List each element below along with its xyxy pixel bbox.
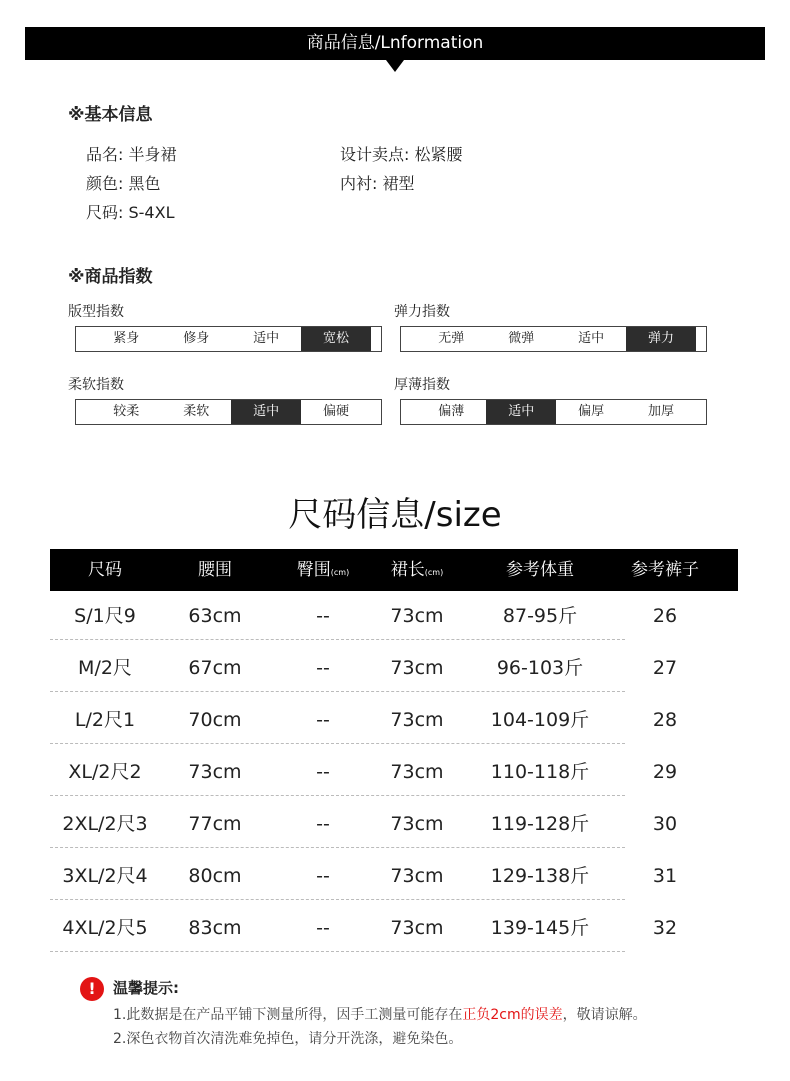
table-cell: 80cm (188, 865, 242, 887)
table-cell: 3XL/2尺4 (62, 865, 148, 887)
table-cell: 87-95斤 (502, 605, 578, 627)
index-box-thickness (400, 399, 707, 425)
row-divider (50, 899, 625, 900)
table-cell: 110-118斤 (490, 761, 590, 783)
table-cell: 30 (652, 813, 678, 835)
table-cell: S/1尺9 (74, 605, 136, 627)
row-divider (50, 847, 625, 848)
table-row (50, 694, 738, 746)
table-cell: XL/2尺2 (68, 761, 142, 783)
index-box-fit (75, 326, 382, 352)
index-option: 紧身 (113, 331, 140, 346)
index-option: 加厚 (648, 404, 675, 419)
col-header-hip: 臀围(cm) (296, 560, 350, 580)
table-cell: -- (316, 917, 330, 939)
col-header-size: 尺码 (88, 560, 122, 580)
table-cell: 73cm (390, 865, 444, 887)
table-row (50, 590, 738, 642)
table-cell: 119-128斤 (490, 813, 590, 835)
table-cell: 73cm (188, 761, 242, 783)
table-cell: 63cm (188, 605, 242, 627)
table-cell: -- (316, 813, 330, 835)
table-cell: 96-103斤 (496, 657, 584, 679)
table-cell: 31 (652, 865, 678, 887)
table-row (50, 746, 738, 798)
table-cell: 73cm (390, 813, 444, 835)
exclamation-icon: ! (80, 977, 104, 1001)
table-cell: 139-145斤 (490, 917, 590, 939)
table-cell: 104-109斤 (490, 709, 590, 731)
table-cell: 73cm (390, 709, 444, 731)
index-option: 弹力 (626, 327, 696, 351)
index-option: 修身 (183, 331, 210, 346)
basic-item-color: 颜色: 黑色 (86, 174, 161, 193)
table-cell: 73cm (390, 605, 444, 627)
row-divider (50, 691, 625, 692)
index-option: 无弹 (438, 331, 465, 346)
index-title-softness: 柔软指数 (68, 377, 124, 393)
notice-title: 温馨提示: (113, 979, 179, 997)
table-row (50, 798, 738, 850)
index-option: 适中 (578, 331, 605, 346)
table-cell: -- (316, 657, 330, 679)
basic-item-name: 品名: 半身裙 (86, 145, 177, 164)
notice-line-1: 1.此数据是在产品平铺下测量所得，因手工测量可能存在正负2cm的误差，敬请谅解。 (113, 1007, 647, 1023)
table-cell: 29 (652, 761, 678, 783)
notice-line-2: 2.深色衣物首次清洗难免掉色，请分开洗涤，避免染色。 (113, 1031, 463, 1047)
table-cell: -- (316, 761, 330, 783)
index-title-elastic: 弹力指数 (394, 304, 450, 320)
index-option: 适中 (253, 331, 280, 346)
table-cell: 2XL/2尺3 (62, 813, 148, 835)
indices-title: ※商品指数 (68, 267, 153, 287)
col-header-pants: 参考裤子 (631, 560, 699, 580)
index-box-softness (75, 399, 382, 425)
basic-item-design: 设计卖点: 松紧腰 (340, 145, 463, 164)
index-option: 微弹 (508, 331, 535, 346)
header-title: 商品信息/Lnformation (306, 33, 484, 53)
table-cell: 32 (652, 917, 678, 939)
row-divider (50, 639, 625, 640)
table-cell: L/2尺1 (74, 709, 136, 731)
table-cell: 67cm (188, 657, 242, 679)
header-arrow-icon (386, 60, 404, 72)
notice-highlight: 正负2cm的误差 (462, 1007, 563, 1023)
table-row (50, 850, 738, 902)
row-divider (50, 795, 625, 796)
index-option: 宽松 (301, 327, 371, 351)
index-option: 适中 (231, 400, 301, 424)
col-header-waist: 腰围 (198, 560, 232, 580)
table-cell: -- (316, 865, 330, 887)
page-header-bar (25, 27, 765, 60)
table-cell: 73cm (390, 917, 444, 939)
table-cell: 83cm (188, 917, 242, 939)
col-header-weight: 参考体重 (506, 560, 574, 580)
index-box-elastic (400, 326, 707, 352)
index-title-thickness: 厚薄指数 (394, 377, 450, 393)
size-table-header (50, 549, 738, 591)
table-cell: 73cm (390, 761, 444, 783)
size-heading: 尺码信息/size (288, 495, 502, 535)
basic-item-size: 尺码: S-4XL (86, 203, 175, 222)
basic-info-title: ※基本信息 (68, 105, 153, 125)
col-header-length: 裙长(cm) (390, 560, 444, 580)
table-cell: 77cm (188, 813, 242, 835)
table-row (50, 902, 738, 954)
table-cell: 4XL/2尺5 (62, 917, 148, 939)
table-cell: 26 (652, 605, 678, 627)
table-cell: 73cm (390, 657, 444, 679)
basic-item-lining: 内衬: 裙型 (340, 174, 415, 193)
table-cell: 28 (652, 709, 678, 731)
index-option: 适中 (486, 400, 556, 424)
table-cell: -- (316, 605, 330, 627)
table-cell: M/2尺 (78, 657, 132, 679)
table-cell: 27 (652, 657, 678, 679)
index-option: 较柔 (113, 404, 140, 419)
index-option: 柔软 (183, 404, 210, 419)
row-divider (50, 951, 625, 952)
index-title-fit: 版型指数 (68, 304, 124, 320)
table-cell: 70cm (188, 709, 242, 731)
index-option: 偏厚 (578, 404, 605, 419)
index-option: 偏薄 (438, 404, 465, 419)
row-divider (50, 743, 625, 744)
table-cell: 129-138斤 (490, 865, 590, 887)
table-cell: -- (316, 709, 330, 731)
table-row (50, 642, 738, 694)
index-option: 偏硬 (323, 404, 350, 419)
